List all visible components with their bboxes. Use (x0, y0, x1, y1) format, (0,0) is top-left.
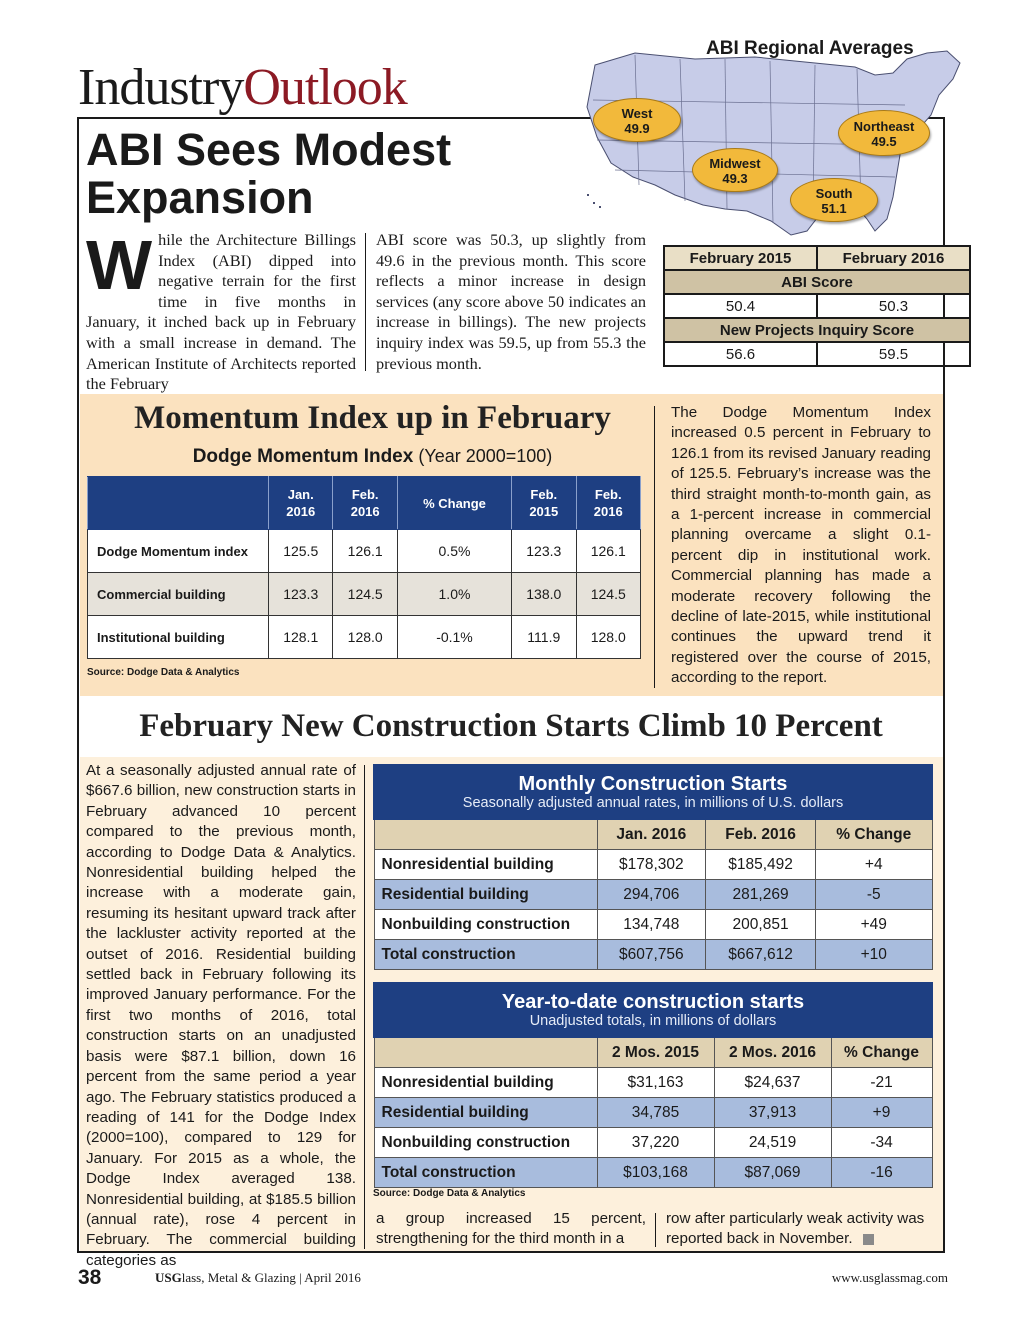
table-title: Monthly Construction Starts (518, 773, 788, 795)
region-value: 49.9 (624, 121, 650, 136)
region-value: 49.3 (722, 171, 748, 186)
col-header (576, 477, 640, 530)
col-header-l2: 2016 (286, 504, 316, 519)
cell: 294,706 (597, 880, 706, 910)
abi-text-col1-body: hile the Architecture Billings Index (ABI) dipped into negative terrain for the first time in five months in January, it inched back up in February with a small increase in demand. The American Institute of Architects reported the February (86, 230, 356, 394)
cell: 126.1 (576, 530, 640, 573)
east-coast-dots (587, 195, 601, 207)
table-title-row (374, 765, 932, 819)
table-subtitle: Unadjusted totals, in millions of dollars (529, 1013, 777, 1029)
cell: +9 (831, 1098, 932, 1128)
table-header-row (374, 1037, 932, 1068)
cell: 24,519 (714, 1128, 831, 1158)
cell: -21 (831, 1068, 932, 1098)
cell: 0.5% (397, 530, 511, 573)
col-header-empty (88, 477, 269, 530)
region-name: Northeast (853, 119, 915, 134)
col-header: % Change (816, 819, 932, 850)
footer-pub-bold: USG (155, 1270, 182, 1285)
col-header-l1: Jan. (287, 487, 314, 502)
momentum-text: The Dodge Momentum Index increased 0.5 percent in February to 126.1 from its revised January reading of 125.5. February’s increase was the third straight month-to-month gain, as a 1-percent increase in commercial planning overcame a slight 0.1-percent dip in institutional work. Commercial planning has made a moderate recovery following the decline of late-2015, while institutional continues the upward trend it registered over the course of 2015, according to the report. (671, 404, 931, 687)
col-header-l1: Feb. (351, 487, 379, 502)
table-row (664, 294, 970, 318)
table-row (374, 910, 932, 940)
cell: 138.0 (512, 573, 576, 616)
section-masthead (78, 58, 407, 118)
region-bubble-northeast (838, 110, 930, 156)
col-header: Feb. 2016 (706, 819, 816, 850)
table-header-row (664, 246, 970, 270)
row-label: Residential building (374, 880, 597, 910)
momentum-subtitle-main: Dodge Momentum Index (192, 446, 414, 467)
table-row (374, 880, 932, 910)
map-title: ABI Regional Averages (706, 38, 914, 59)
table-row (374, 1068, 932, 1098)
col-header (397, 477, 511, 530)
cell: $607,756 (597, 940, 706, 970)
construction-source: Source: Dodge Data & Analytics (373, 1188, 526, 1199)
cell: -16 (831, 1158, 932, 1188)
col-header: 2 Mos. 2015 (597, 1037, 714, 1068)
cell: 128.0 (333, 616, 397, 659)
column-divider (655, 1213, 656, 1247)
col-header-empty (374, 819, 597, 850)
construction-text-col3 (666, 1209, 936, 1250)
row-label: Residential building (374, 1098, 597, 1128)
col-header: February 2015 (664, 246, 817, 270)
table-title-row (374, 983, 932, 1037)
table-row (374, 850, 932, 880)
section-label: New Projects Inquiry Score (664, 318, 970, 342)
row-label: Commercial building (88, 573, 269, 616)
footer-publication (155, 1270, 361, 1286)
masthead-industry: Industry (78, 59, 244, 116)
col-header-l2: 2015 (529, 504, 559, 519)
drop-cap: W (86, 226, 153, 304)
table-subtitle: Seasonally adjusted annual rates, in millions of U.S. dollars (462, 795, 844, 811)
table-title: Year-to-date construction starts (501, 991, 805, 1013)
region-value: 51.1 (821, 201, 847, 216)
col-header-empty (374, 1037, 597, 1068)
ytd-starts-table (373, 982, 933, 1188)
abi-text-col2: ABI score was 50.3, up slightly from 49.6 in the previous month. This score reflects a minor increase in design services (any score above 50 indicates an increase in billings). The new projects inquiry index was 59.5, up from 55.3 the previous month. (376, 230, 646, 373)
col-header (333, 477, 397, 530)
table-row (88, 573, 641, 616)
row-label: Nonresidential building (374, 1068, 597, 1098)
end-mark-icon (863, 1234, 874, 1245)
momentum-subtitle-note: (Year 2000=100) (418, 446, 553, 466)
row-label: Total construction (374, 1158, 597, 1188)
col-header (269, 477, 333, 530)
row-label: Nonbuilding construction (374, 1128, 597, 1158)
cell: 281,269 (706, 880, 816, 910)
abi-score-table (663, 245, 971, 367)
momentum-subtitle (90, 446, 655, 468)
cell: 200,851 (706, 910, 816, 940)
row-label: Total construction (374, 940, 597, 970)
table-title-cell (374, 983, 932, 1037)
cell: 50.3 (817, 294, 970, 318)
page-number: 38 (78, 1266, 102, 1289)
footer-url[interactable]: www.usglassmag.com (831, 1270, 948, 1285)
section-label: ABI Score (664, 270, 970, 294)
col-header-l1: Feb. (594, 487, 622, 502)
cell: $24,637 (714, 1068, 831, 1098)
cell: 126.1 (333, 530, 397, 573)
construction-text-col1: At a seasonally adjusted annual rate of $667.6 billion, new construction starts in February advanced 10 percent compared to the previous month, according to Dodge Data & Analytics. Nonresidential building helped the increase with a moderate gain, resuming its hesitant upward track after the lackluster activity reported at the outset of 2016. Residential building settled back in February following its improved January performance. For the first two months of 2016, total construction starts on an unadjusted basis were $87.1 billion, down 16 percent from the same period a year ago. The February statistics produced a reading of 141 for the Dodge Index (2000=100), compared to 129 for January. For 2015 as a whole, the Dodge Index averaged 138. Nonresidential building, at $185.5 billion (annual rate), rose 4 percent in February. The commercial building categories as (86, 762, 356, 1269)
col-header-l2: 2016 (350, 504, 380, 519)
cell: 128.1 (269, 616, 333, 659)
cell: 37,220 (597, 1128, 714, 1158)
cell: 56.6 (664, 342, 817, 366)
col-header: Jan. 2016 (597, 819, 706, 850)
momentum-source: Source: Dodge Data & Analytics (87, 667, 240, 678)
region-name: West (621, 106, 653, 121)
col-header (512, 477, 576, 530)
construction-text-col3-body: row after particularly weak activity was reported back in November. (666, 1210, 925, 1248)
table-section-row (664, 318, 970, 342)
table-header-row (374, 819, 932, 850)
col-header-l1: Feb. (530, 487, 558, 502)
table-row (374, 1128, 932, 1158)
cell: $87,069 (714, 1158, 831, 1188)
table-row (374, 1158, 932, 1188)
cell: 123.3 (269, 573, 333, 616)
cell: 123.3 (512, 530, 576, 573)
column-divider (364, 765, 365, 1249)
cell: 111.9 (512, 616, 576, 659)
cell: 37,913 (714, 1098, 831, 1128)
cell: $103,168 (597, 1158, 714, 1188)
footer-pub-rest: lass, Metal & Glazing | April 2016 (181, 1270, 361, 1285)
cell: 125.5 (269, 530, 333, 573)
region-value: 49.5 (871, 134, 897, 149)
construction-title: February New Construction Starts Climb 10 Percent (139, 708, 883, 744)
cell: $667,612 (706, 940, 816, 970)
abi-headline: ABI Sees Modest Expansion (86, 124, 452, 223)
row-label: Nonresidential building (374, 850, 597, 880)
cell: $178,302 (597, 850, 706, 880)
col-header: 2 Mos. 2016 (714, 1037, 831, 1068)
row-label: Institutional building (88, 616, 269, 659)
table-row (88, 616, 641, 659)
col-header-l1: % Change (423, 495, 486, 511)
row-label: Nonbuilding construction (374, 910, 597, 940)
table-row (374, 940, 932, 970)
col-header: % Change (831, 1037, 932, 1068)
construction-text-col2: a group increased 15 percent, strengthening for the third month in a (376, 1210, 646, 1248)
table-header-row (88, 477, 641, 530)
cell: -5 (816, 880, 932, 910)
cell: -0.1% (397, 616, 511, 659)
cell: 128.0 (576, 616, 640, 659)
table-row (374, 1098, 932, 1128)
region-name: Midwest (709, 156, 761, 171)
cell: $31,163 (597, 1068, 714, 1098)
row-label: Dodge Momentum index (88, 530, 269, 573)
cell: 50.4 (664, 294, 817, 318)
cell: 34,785 (597, 1098, 714, 1128)
abi-text-col1 (86, 226, 356, 395)
table-row (88, 530, 641, 573)
cell: $185,492 (706, 850, 816, 880)
cell: 124.5 (576, 573, 640, 616)
cell: +10 (816, 940, 932, 970)
region-name: South (815, 186, 853, 201)
cell: 59.5 (817, 342, 970, 366)
region-bubble-west (593, 98, 681, 142)
cell: +49 (816, 910, 932, 940)
column-divider (654, 406, 655, 688)
cell: +4 (816, 850, 932, 880)
monthly-starts-table (373, 764, 933, 970)
col-header-l2: 2016 (593, 504, 623, 519)
cell: -34 (831, 1128, 932, 1158)
col-header: February 2016 (817, 246, 970, 270)
cell: 134,748 (597, 910, 706, 940)
momentum-title: Momentum Index up in February (134, 400, 611, 436)
momentum-table (87, 476, 641, 659)
table-section-row (664, 270, 970, 294)
region-bubble-south (790, 178, 878, 222)
table-row (664, 342, 970, 366)
cell: 1.0% (397, 573, 511, 616)
region-bubble-midwest (692, 148, 778, 192)
column-divider (365, 233, 366, 371)
table-title-cell (374, 765, 932, 819)
cell: 124.5 (333, 573, 397, 616)
masthead-outlook: Outlook (243, 59, 407, 116)
